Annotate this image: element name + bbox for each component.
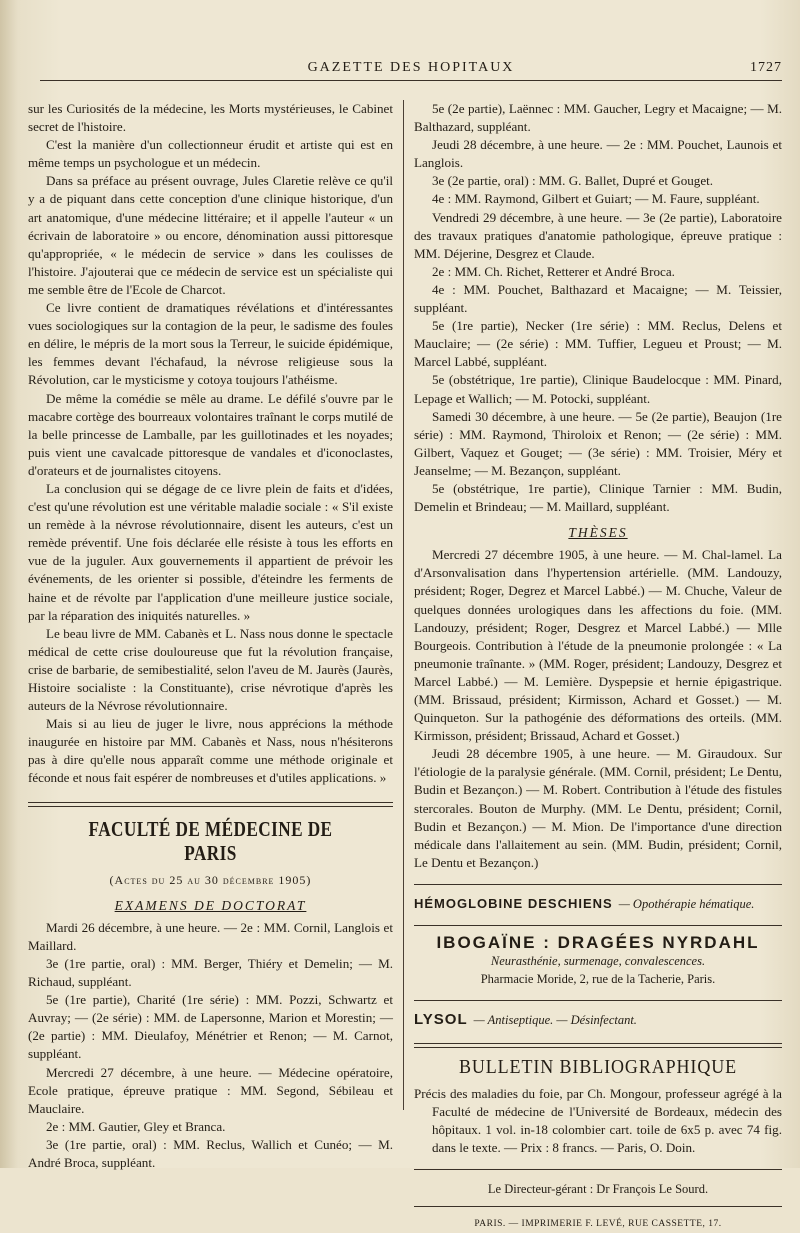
column-divider [403, 100, 404, 1110]
exam-entry: 4e : MM. Pouchet, Balthazard et Macaigne; — M. Teissier, suppléant. [414, 281, 782, 316]
exam-entry: 5e (1re partie), Necker (1re série) : MM. Reclus, Delens et Mauclaire; — (2e série) : MM. Tuffier, Legueu et Proust; — M. Marcel Labbé, suppléant. [414, 318, 782, 370]
theses-heading: THÈSES [568, 525, 628, 541]
section-divider [414, 1043, 782, 1048]
divider [414, 884, 782, 885]
exam-entry: 5e (obstétrique, 1re partie), Clinique Tarnier : MM. Budin, Demelin et Brindeau; — M. Maillard, suppléant. [414, 480, 782, 515]
advert-lysol [414, 1011, 782, 1029]
imprint-line: PARIS. — IMPRIMERIE F. LEVÉ, RUE CASSETTE, 17. [474, 1218, 722, 1229]
exam-entry: Mardi 26 décembre, à une heure. — 2e : MM. Cornil, Langlois et Maillard. [28, 919, 393, 953]
left-column [28, 100, 393, 1172]
exam-entry: 3e (2e partie, oral) : MM. G. Ballet, Dupré et Gouget. [432, 173, 714, 189]
advert-brand: LYSOL [414, 1011, 468, 1029]
exam-entry: Mercredi 27 décembre, à une heure. — Médecine opératoire, Ecole pratique, épreuve pratique : MM. Segond, Sébileau et Mauclaire. [28, 1064, 393, 1116]
paragraph: Mais si au lieu de juger le livre, nous apprécions la méthode inaugurée en histoire par MM. Cabanès et Nass, nous n'hésiterons pas à dire qu'elle nous apparaît comme une méthode originale et féconde et nous fait espérer de nombreuses et d'utiles applications. » [28, 716, 393, 786]
exam-entry: 5e (1re partie), Charité (1re série) : MM. Pozzi, Schwartz et Auvray; — (2e série) : MM. de Lapersonne, Marion et Morestin; — (2e partie) : MM. Dieulafoy, Ménétrier et Renon; — M. Carnot, suppléant. [28, 992, 393, 1062]
paragraph: Dans sa préface au présent ouvrage, Jules Claretie relève ce qu'il y a de piquant dans cette conception d'une clinique historique, d'un art anatomique, d'une médecine littéraire; et il appelle l'auteur « un écrivain de laboratoire » ou encore, dénomination aussi pittoresque qu'appropriée, « le médecin de service » dans les coulisses de l'histoire. J'ajouterai que ce médecin de service est un spécialiste qui me semble être de l'Ecole de Charcot. [28, 173, 393, 297]
thesis-entry: Mercredi 27 décembre 1905, à une heure. — M. Chal-lamel. La d'Arsonvalisation dans l'hypertension artérielle. (MM. Landouzy, président; Roger, Degrez et Marcel Labbé.) — M. Chuche, Valeur de quelques données urologiques dans les affections du foie. (MM. Landouzy, président; Roger, Desgrez et Marcel Labbé.) — Mlle Bourgeois. Contribution à l'étude de la pneumonie prolongée : « La pneumonie traînante. » (MM. Roger, président; Landouzy, Desgrez et Marcel Labbé.) — M. Lemière. Dyspepsie et hernie épigastrique. (MM. Brissaud, président; Kirmisson, Achard et Gosset.) — M. Quinqueton. Sur la pathogénie des déformations des orteils. (MM. Kirmisson, président; Brissaud, Achard et Gosset.) [414, 547, 782, 744]
director-line: Le Directeur-gérant : Dr François Le Sourd. [487, 1181, 709, 1196]
divider [414, 925, 782, 926]
exam-entry: Vendredi 29 décembre, à une heure. — 3e (2e partie), Laboratoire des travaux pratiques d'anatomie pathologique, épreuve pratique : MM. Déjerine, Desgrez et Claude. [414, 209, 782, 261]
paragraph: La conclusion qui se dégage de ce livre plein de faits et d'idées, c'est qu'une révolution est une véritable maladie sociale : « S'il existe un remède à la névrose révolutionnaire, disent les auteurs, c'est un remède préventif. Une fois déclarée elle résiste à tous les efforts en vue de la juguler. Aux gouvernements il appartient de prévoir les événements, de les orienter si possible, d'éteindre les ferments de haine et de révolte par l'application d'une meilleure justice sociale, par la réparation des iniquités naturelles. » [28, 480, 393, 623]
exam-entry: 5e (2e partie), Laënnec : MM. Gaucher, Legry et Macaigne; — M. Balthazard, suppléant. [414, 101, 782, 135]
section-divider [28, 802, 393, 807]
paragraph: C'est la manière d'un collectionneur érudit et artiste qui est en même temps un psychologue et un médecin. [28, 137, 393, 171]
advert-hemoglobine [414, 895, 782, 913]
advert-ibogaine [414, 934, 782, 988]
advert-brand: HÉMOGLOBINE DESCHIENS [414, 895, 613, 911]
exam-entry: Samedi 30 décembre, à une heure. — 5e (2e partie), Beaujon (1re série) : MM. Raymond, Thiroloix et Renon; — (2e série) : MM. Gilbert, Vaquez et Gouget; — (3e série) : MM. Troisier, Méry et Jeanselme; — M. Bezançon, suppléant. [414, 408, 782, 478]
divider [414, 1000, 782, 1001]
exam-entry: 5e (obstétrique, 1re partie), Clinique Baudelocque : MM. Pinard, Lepage et Wallich; — M. Potocki, suppléant. [414, 372, 782, 406]
advert-tagline: — Antiseptique. — Désinfectant. [473, 1013, 637, 1028]
paragraph: De même la comédie se mêle au drame. Le défilé s'ouvre par le macabre cortège des bourreaux volontaires traînant le corps mutilé de la belle princesse de Lamballe, par les guillotinades et les noyades; puis vient une cavalcade pittoresque de vandales et d'iconoclastes, d'orateurs et de journalistes citoyens. [28, 390, 393, 478]
exam-entry: 2e : MM. Ch. Richet, Retterer et André Broca. [432, 263, 675, 279]
right-column [414, 100, 782, 1233]
running-title: GAZETTE DES HOPITAUX [307, 60, 515, 75]
exam-entry: 3e (1re partie, oral) : MM. Berger, Thiéry et Demelin; — M. Richaud, suppléant. [28, 955, 393, 990]
exam-entry: 4e : MM. Raymond, Gilbert et Guiart; — M. Faure, suppléant. [432, 191, 760, 207]
bibliography-entry: Précis des maladies du foie, par Ch. Mongour, professeur agrégé à la Faculté de médecine de l'Université de Bordeaux, médecin des hôpitaux. 1 vol. in-18 colombier cart. toile de 6x5 p. avec 74 fig. dans le texte. — Prix : 8 francs. — Paris, O. Doin. [414, 1085, 782, 1155]
page-header [40, 58, 782, 81]
thesis-entry: Jeudi 28 décembre 1905, à une heure. — M. Giraudoux. Sur l'étiologie de la paralysie générale. (MM. Cornil, président; Le Dentu, Budin et Bezançon.) — M. Robert. Contribution à l'étude des fistules stercorales. Bouton de Murphy. (MM. Le Dentu, président; Cornil, Budin et Bezançon.) — M. Mion. De l'importance d'une direction médicale dans l'allaitement au sein. (MM. Budin, président; Cornil, Le Dentu et Bezançon.) [414, 746, 782, 870]
divider [414, 1169, 782, 1170]
exams-heading: EXAMENS DE DOCTORAT [114, 897, 307, 913]
faculty-title: FACULTÉ DE MÉDECINE DE PARIS [88, 816, 333, 865]
advert-tagline: — Opothérapie hématique. [618, 896, 755, 911]
advert-address: Pharmacie Moride, 2, rue de la Tacherie, Paris. [480, 972, 716, 987]
paragraph: Ce livre contient de dramatiques révélations et d'intéressantes vues sociologiques sur la contagion de la peur, le sadisme des foules en délire, le mépris de la mort sous la Terreur, le suicide épidémique, les femmes devant l'échafaud, la névrose religieuse sous la Révolution, car le mysticisme y cotoya toujours l'athéisme. [28, 300, 393, 388]
exam-entry: 3e (1re partie, oral) : MM. Reclus, Wallich et Cunéo; — M. André Broca, suppléant. [28, 1136, 393, 1170]
exam-entry: Jeudi 28 décembre, à une heure. — 2e : MM. Pouchet, Launois et Langlois. [414, 137, 782, 171]
faculty-subtitle: (Actes du 25 au 30 décembre 1905) [109, 872, 312, 887]
paragraph: sur les Curiosités de la médecine, les Morts mystérieuses, le Cabinet secret de l'histoire. [28, 101, 393, 135]
paragraph: Le beau livre de MM. Cabanès et L. Nass nous donne le spectacle médical de cette crise douloureuse que fut la révolution française, crise de barbarie, de semibestialité, selon l'aveu de M. Jaurès (Jaurès, Histoire socialiste : la Constituante), crise névrotique d'après les auteurs de la Névrose révolutionnaire. [28, 625, 393, 714]
advert-brand: IBOGAÏNE : DRAGÉES NYRDAHL [436, 933, 760, 953]
exam-entry: 2e : MM. Gautier, Gley et Branca. [46, 1118, 226, 1134]
page-number: 1727 [750, 60, 782, 75]
bulletin-title: BULLETIN BIBLIOGRAPHIQUE [458, 1056, 738, 1079]
advert-tagline: Neurasthénie, surmenage, convalescences. [490, 954, 706, 969]
divider [414, 1206, 782, 1207]
